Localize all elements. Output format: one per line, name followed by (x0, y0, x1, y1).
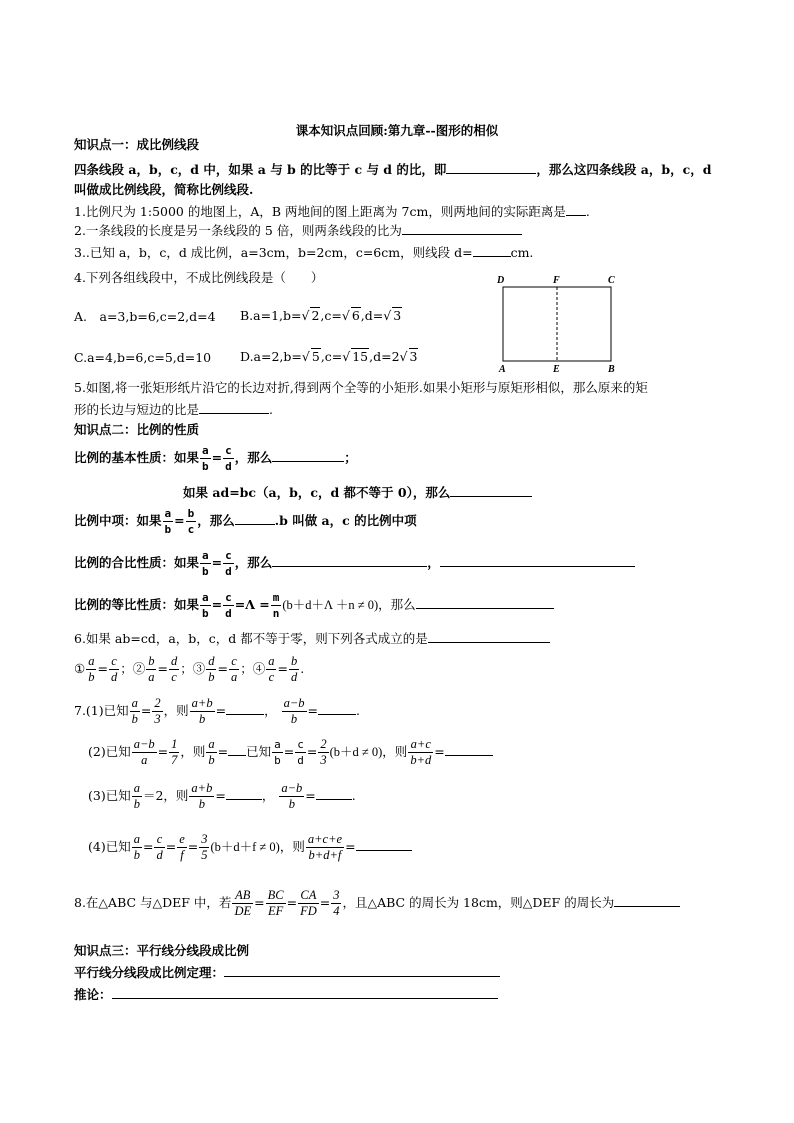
question-7-part-4: (4)已知 $\frac{a}{b}$ = $\frac{c}{d}$ = $\frac{e}{f}$ = $\frac{3}{5}$ (b＋d＋f ≠ 0)，则 $\frac{a+c+e}{b+d+f}$ = (88, 832, 412, 863)
question-5-line-2: 形的长边与短边的比是 . (74, 402, 273, 417)
answer-blank[interactable] (226, 787, 262, 800)
answer-blank[interactable] (450, 484, 532, 497)
question-1: 1.比例尺为 1:5000 的地图上，A，B 两地间的图上距离为 7cm，则两地间的实际距离是 . (74, 204, 590, 219)
question-3: 3..已知 a，b，c，d 成比例，a=3cm，b=2cm，c=6cm，则线段 d= cm. (74, 245, 534, 260)
proportional-mean: 比例中项：如果 $\frac{a}{b}$ = $\frac{b}{c}$ ，那么 .b 叫做 a，c 的比例中项 (74, 507, 417, 536)
option-b: B.a=1,b=√ 2,c=√ 6,d=√ 3 (240, 308, 402, 323)
label-a: A (499, 364, 506, 374)
label-e: E (553, 364, 560, 374)
answer-blank[interactable] (402, 222, 522, 235)
question-7-part-3: (3)已知 $\frac{a}{b}$ ＝2，则 $\frac{a+b}{b}$ = ， $\frac{a-b}{b}$ = . (88, 781, 356, 811)
question-8: 8.在△ABC 与△DEF 中，若 $\frac{AB}{DE}$ = $\frac{BC}{EF}$ = $\frac{CA}{FD}$ = $\frac{3}{4}$ ，且△ABC 的周长为 18cm，则△DEF 的周长为 (74, 888, 680, 919)
definition-line-1: 四条线段 a，b，c，d 中，如果 a 与 b 的比等于 c 与 d 的比，即 ，那么这四条线段 a，b，c，d (74, 162, 712, 177)
corollary-line: 推论： (74, 986, 498, 1003)
answer-blank[interactable] (272, 449, 344, 462)
rectangle-fold-figure (494, 272, 624, 374)
answer-blank[interactable] (473, 244, 511, 257)
option-a: A. a=3,b=6,c=2,d=4 (74, 309, 216, 324)
basic-property-converse: 如果 ad=bc（a，b，c，d 都不等于 0），那么 (183, 484, 532, 501)
answer-blank[interactable] (446, 161, 536, 174)
section-heading-1: 知识点一：成比例线段 (74, 137, 200, 152)
section-heading-2: 知识点二：比例的性质 (74, 422, 200, 437)
label-d: D (497, 275, 505, 286)
question-4: 4.下列各组线段中，不成比例线段是（ ） (74, 270, 324, 285)
answer-blank[interactable] (228, 743, 246, 756)
basic-property: 比例的基本性质：如果 $\frac{a}{b}$ = $\frac{c}{d}$ ，那么 ； (74, 444, 357, 473)
answer-blank[interactable] (356, 838, 412, 851)
answer-blank[interactable] (224, 964, 500, 977)
answer-blank[interactable] (445, 743, 493, 756)
page-title: 课本知识点回顾:第九章--图形的相似 (295, 123, 499, 138)
label-f: F (553, 275, 560, 286)
question-5-line-1: 5.如图,将一张矩形纸片沿它的长边对折,得到两个全等的小矩形.如果小矩形与原矩形相似，那么原来的矩 (74, 380, 648, 395)
question-6-options: ① $\frac{a}{b}$ = $\frac{c}{d}$ ；② $\frac{b}{a}$ = $\frac{d}{c}$ ；③ $\frac{d}{b}$ = $\frac{c}{a}$ ；④ $\frac{a}{c}$ = $\frac{b}{d}$ . (74, 654, 305, 684)
label-b: B (608, 364, 615, 374)
answer-blank[interactable] (235, 512, 275, 525)
answer-blank[interactable] (428, 630, 550, 643)
question-7-part-2: (2)已知 $\frac{a-b}{a}$ = $\frac{1}{7}$ ，则 $\frac{a}{b}$ = 已知 $\frac{a}{b}$ = $\frac{c}{d}$ = $\frac{2}{3}$ (b＋d ≠ 0)，则 $\frac{a+c}{b+d}$ = (88, 737, 493, 768)
theorem-line: 平行线分线段成比例定理： (74, 964, 500, 981)
answer-blank[interactable] (614, 894, 680, 907)
answer-blank[interactable] (112, 986, 498, 999)
question-2: 2.一条线段的长度是另一条线段的 5 倍，则两条线段的比为 (74, 222, 522, 239)
answer-blank[interactable] (440, 554, 635, 567)
answer-blank[interactable] (199, 401, 269, 414)
compound-property: 比例的合比性质：如果 $\frac{a}{b}$ = $\frac{c}{d}$ ，那么 ， (74, 548, 635, 579)
answer-blank[interactable] (226, 702, 264, 715)
answer-blank[interactable] (566, 203, 586, 216)
section-heading-3: 知识点三：平行线分线段成比例 (74, 943, 250, 958)
question-7-part-1: 7.(1)已知 $\frac{a}{b}$ = $\frac{2}{3}$ ，则 $\frac{a+b}{b}$ = ， $\frac{a-b}{b}$ = . (74, 696, 360, 726)
answer-blank[interactable] (318, 702, 356, 715)
option-c: C.a=4,b=6,c=5,d=10 (74, 350, 212, 365)
label-c: C (608, 275, 615, 286)
answer-blank[interactable] (316, 787, 352, 800)
definition-line-2: 叫做成比例线段，简称比例线段. (74, 182, 254, 197)
answer-blank[interactable] (416, 596, 554, 609)
equal-ratio-property: 比例的等比性质：如果 $\frac{a}{b}$ = $\frac{c}{d}$ =Λ = $\frac{m}{n}$ (b＋d＋Λ ＋n ≠ 0)，那么 (74, 590, 554, 621)
option-d: D.a=2,b=√ 5,c=√ 15,d=2√ 3 (240, 349, 418, 364)
answer-blank[interactable] (272, 554, 427, 567)
question-6: 6.如果 ab=cd，a，b，c，d 都不等于零，则下列各式成立的是 (74, 630, 550, 647)
